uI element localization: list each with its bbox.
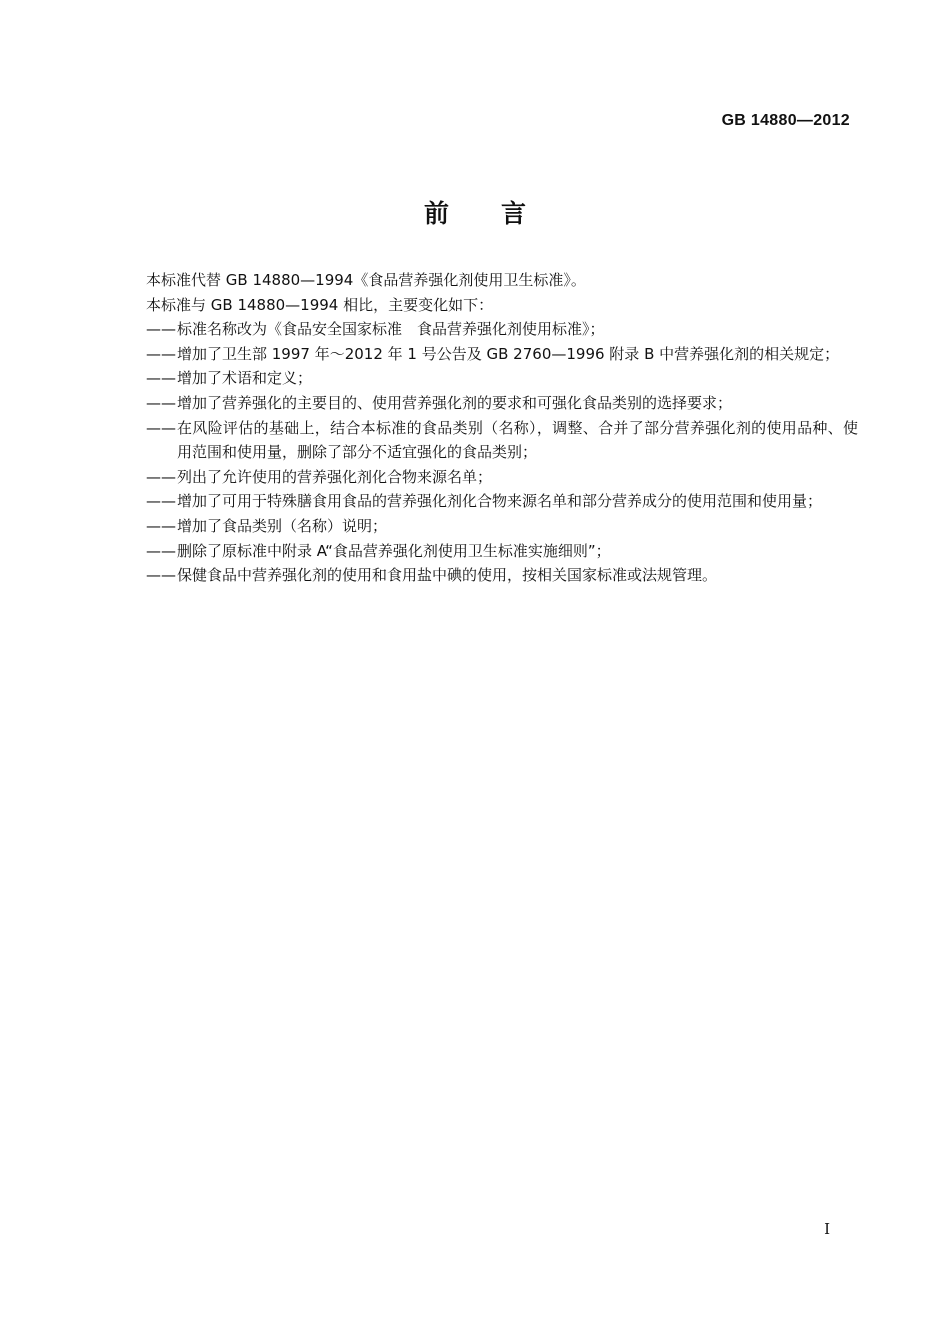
dash-marker: ——	[146, 467, 176, 486]
change-item	[146, 539, 858, 564]
change-item	[146, 342, 858, 367]
dash-marker: ——	[146, 566, 176, 585]
change-item	[146, 563, 858, 588]
change-item-text: 增加了食品类别（名称）说明；	[177, 516, 388, 535]
change-item	[146, 465, 858, 490]
dash-marker: ——	[146, 492, 176, 511]
change-item	[146, 366, 858, 391]
change-item-text: 增加了卫生部 1997 年～2012 年 1 号公告及 GB 2760—1996 附录 B 中营养强化剂的相关规定；	[177, 344, 840, 363]
dash-marker: ——	[146, 541, 176, 560]
dash-marker: ——	[146, 320, 176, 339]
dash-marker: ——	[146, 516, 176, 535]
page-title: 前言	[423, 199, 578, 228]
change-item	[146, 514, 858, 539]
change-item-text: 删除了原标准中附录 A“食品营养强化剂使用卫生标准实施细则”；	[177, 541, 611, 560]
change-item	[146, 317, 858, 342]
change-item-text: 增加了术语和定义；	[177, 369, 313, 388]
dash-marker: ——	[146, 344, 176, 363]
standard-code: GB 14880—2012	[721, 112, 850, 129]
change-item	[146, 489, 858, 514]
change-item	[146, 416, 858, 465]
change-item	[146, 391, 858, 416]
change-item-text: 保健食品中营养强化剂的使用和食用盐中碘的使用，按相关国家标准或法规管理。	[177, 566, 718, 585]
dash-marker: ——	[146, 369, 176, 388]
change-item-text: 增加了营养强化的主要目的、使用营养强化剂的要求和可强化食品类别的选择要求；	[177, 393, 733, 412]
dash-marker: ——	[146, 393, 176, 412]
document-body	[146, 268, 858, 588]
page-number: I	[824, 1220, 830, 1238]
change-item-text: 在风险评估的基础上，结合本标准的食品类别（名称），调整、合并了部分营养强化剂的使用品种、使用范围和使用量，删除了部分不适宜强化的食品类别；	[177, 418, 858, 462]
change-item-text: 标准名称改为《食品安全国家标准 食品营养强化剂使用标准》；	[177, 320, 605, 339]
dash-marker: ——	[146, 418, 176, 437]
intro-paragraph: 本标准代替 GB 14880—1994《食品营养强化剂使用卫生标准》。	[146, 271, 586, 289]
change-item-text: 列出了允许使用的营养强化剂化合物来源名单；	[177, 467, 493, 486]
intro-paragraph: 本标准与 GB 14880—1994 相比，主要变化如下：	[146, 295, 494, 314]
change-item-text: 增加了可用于特殊膳食用食品的营养强化剂化合物来源名单和部分营养成分的使用范围和使用量；	[177, 492, 823, 511]
